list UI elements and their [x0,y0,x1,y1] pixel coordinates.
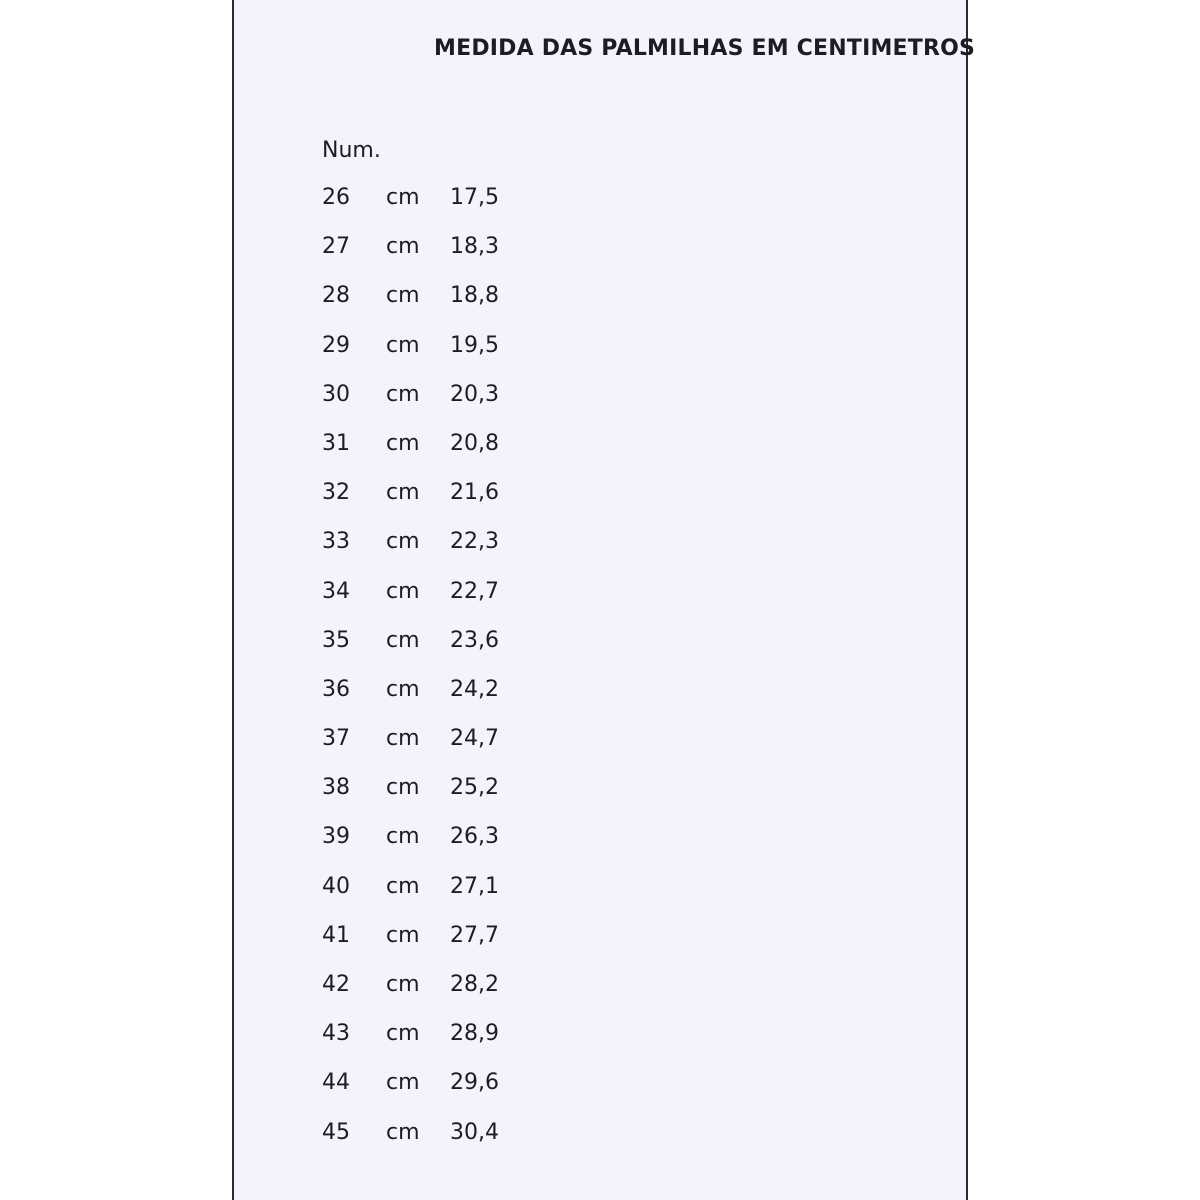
insole-length-value: 25,2 [450,775,499,801]
unit-label: cm [386,578,420,604]
insole-length-value: 26,3 [450,824,499,850]
unit-label: cm [386,480,420,506]
unit-label: cm [386,922,420,948]
table-row [234,382,966,431]
size-number: 37 [322,726,350,752]
unit-label: cm [386,234,420,260]
insole-length-value: 27,1 [450,873,499,899]
unit-label: cm [386,972,420,997]
table-row [234,529,966,578]
insole-length-value: 28,2 [450,972,499,997]
unit-label: cm [386,775,420,801]
size-number: 32 [322,480,350,506]
size-number: 35 [322,627,350,653]
unit-label: cm [386,676,420,702]
table-row [234,972,966,1021]
unit-label: cm [386,1070,420,1096]
size-number: 34 [322,578,350,604]
table-row [234,185,966,234]
unit-label: cm [386,283,420,309]
size-number: 31 [322,430,350,456]
unit-label: cm [386,873,420,899]
table-row [234,726,966,775]
size-number: 41 [322,922,350,948]
size-table [234,185,966,1169]
unit-label: cm [386,627,420,653]
size-number: 27 [322,234,350,260]
insole-length-value: 29,6 [450,1070,499,1096]
table-row [234,1021,966,1070]
insole-length-value: 19,5 [450,332,499,358]
insole-length-value: 24,2 [450,676,499,702]
size-number: 36 [322,676,350,702]
insole-length-value: 23,6 [450,627,499,653]
table-row [234,775,966,824]
insole-length-value: 18,3 [450,234,499,260]
insole-length-value: 18,8 [450,283,499,309]
insole-length-value: 24,7 [450,726,499,752]
table-row [234,874,966,923]
size-number: 39 [322,824,350,850]
insole-length-value: 27,7 [450,922,499,948]
page-title: MEDIDA DAS PALMILHAS EM CENTIMETROS [434,36,976,61]
table-row [234,1120,966,1169]
size-number: 28 [322,283,350,309]
unit-label: cm [386,381,420,407]
unit-label: cm [386,185,420,210]
paper-sheet [232,0,976,1200]
size-number: 44 [322,1070,350,1096]
unit-label: cm [386,1119,420,1145]
table-row [234,480,966,529]
table-row [234,431,966,480]
insole-length-value: 22,7 [450,578,499,604]
insole-length-value: 20,8 [450,430,499,456]
unit-label: cm [386,332,420,358]
size-number: 45 [322,1119,350,1145]
unit-label: cm [386,726,420,752]
size-number: 40 [322,873,350,899]
insole-length-value: 28,9 [450,1021,499,1047]
table-row [234,234,966,283]
size-number: 38 [322,775,350,801]
table-row [234,333,966,382]
table-row [234,283,966,332]
insole-length-value: 30,4 [450,1119,499,1145]
size-number: 33 [322,529,350,555]
insole-length-value: 22,3 [450,529,499,555]
size-number: 29 [322,332,350,358]
insole-length-value: 17,5 [450,185,499,210]
size-number: 30 [322,381,350,407]
table-row [234,677,966,726]
unit-label: cm [386,430,420,456]
size-number: 43 [322,1021,350,1047]
size-number: 26 [322,185,350,210]
unit-label: cm [386,529,420,555]
table-row [234,824,966,873]
unit-label: cm [386,824,420,850]
table-row [234,923,966,972]
table-row [234,1070,966,1119]
table-row [234,579,966,628]
table-row [234,628,966,677]
insole-length-value: 21,6 [450,480,499,506]
size-number: 42 [322,972,350,997]
insole-length-value: 20,3 [450,381,499,407]
unit-label: cm [386,1021,420,1047]
column-header-num: Num. [322,138,381,163]
